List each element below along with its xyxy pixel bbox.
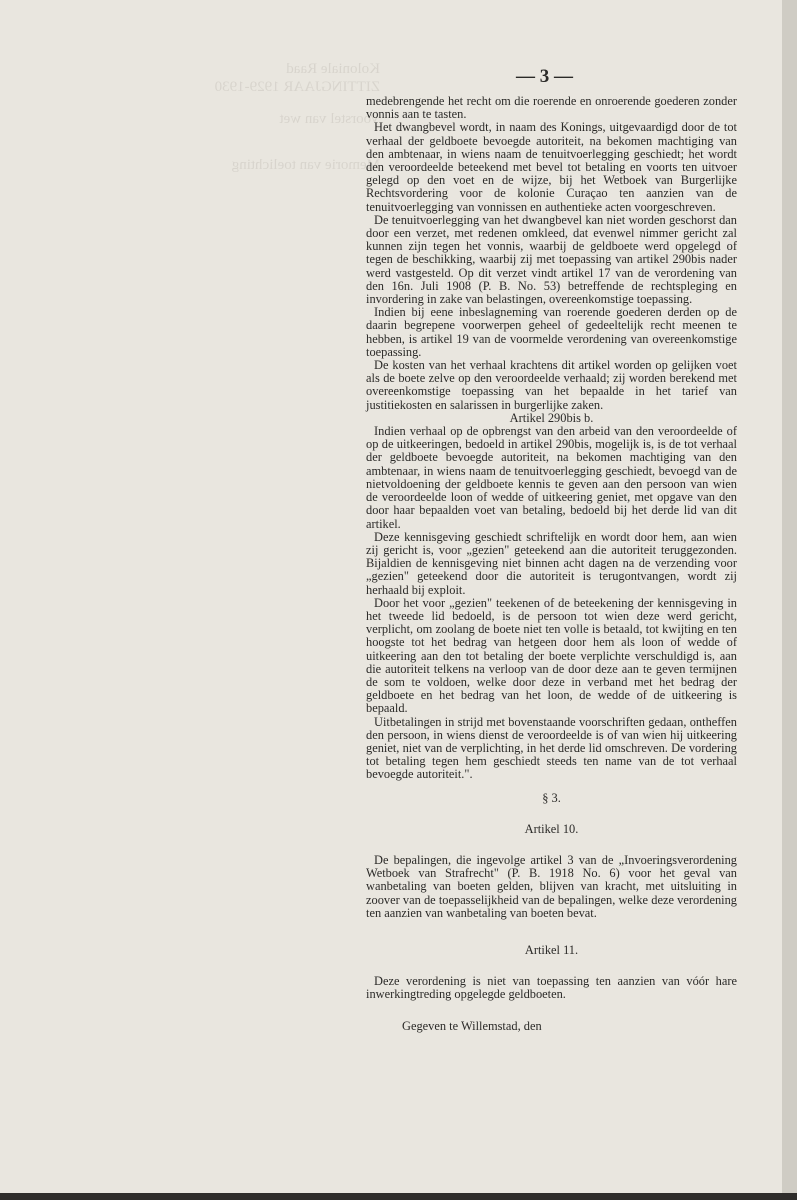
article-heading-11: Artikel 11. <box>524 942 579 957</box>
paragraph-kosten: De kosten van het verhaal krachtens dit artikel worden op gelijken voet als de boete zelve op den veroordeelde verhaald; zij worden berekend met overeenkomstige toepassing van het bepaalde in het tarief van justitiekosten en salarissen in burgerlijke zaken. <box>366 358 737 412</box>
paragraph-verzet: De tenuitvoerlegging van het dwangbevel kan niet worden geschorst dan door een verzet, met redenen omkleed, dat evenwel nimmer gericht zal kunnen zijn tegen het vonnis, waarbij de geldboete werd opgelegd of tegen de beschikking, waarbij zij met toepassing van artikel 290bis nader werd vastgesteld. Op dit verzet vindt artikel 17 van de verordening van den 16n. Juli 1908 (P. B. No. 53) betreffende de rechtspleging en invordering in zake van belastingen, overeenkomstige toepassing. <box>366 212 737 307</box>
right-margin-strip <box>782 0 797 1200</box>
bottom-edge <box>0 1193 797 1200</box>
paragraph-verhaal-opbrengst: Indien verhaal op de opbrengst van den arbeid van den veroordeelde of op de uitkeeringen, bedoeld in artikel 290bis, mogelijk is, is de tot verhaal der geldboete bevoegde autoriteit, na bekomen machtiging van den ambtenaar, in wiens naam de tenuitvoerlegging geschiedt, bevoegd van de nietvoldoening der geldboete kennis te geven aan den persoon van wien de veroordeelde loon of wedde of uitkeering geniet, met opgave van den door haar bepaalden voet van betaling, bedoeld bij het derde lid van dit artikel. <box>366 424 737 531</box>
paragraph-uitbetalingen: Uitbetalingen in strijd met bovenstaande voorschriften gedaan, ontheffen den persoon, in wiens dienst de veroordeelde is of van wien hij uitkeering geniet, niet van de verplichting, in het derde lid omschreven. De vordering tot betaling tegen hem geschiedt steeds ten name van de tot verhaal bevoegde autoriteit.". <box>366 714 737 782</box>
paragraph-article-11: Deze verordening is niet van toepassing ten aanzien van vóór hare inwerkingtreding opgelegde geldboeten. <box>366 974 737 1002</box>
paragraph-dwangbevel: Het dwangbevel wordt, in naam des Konings, uitgevaardigd door de tot verhaal der geldboete bevoegde autoriteit, na bekomen machtiging van den ambtenaar, in wiens naam de tenuitvoerlegging geschiedt; het wordt den veroordeelde beteekend met bevel tot betaling en voorts ten uitvoer gelegd op den voet en de wijze, bij het Wetboek van Burgerlijke Rechtsvordering voor de kolonie Curaçao ten aanzien van de tenuitvoerlegging van vonnissen en authentieke acten voorgeschreven. <box>366 120 737 214</box>
article-heading-10: Artikel 10. <box>524 821 579 836</box>
paragraph-kennisgeving: Deze kennisgeving geschiedt schriftelijk en wordt door hem, aan wien zij gericht is, voor „gezien" geteekend aan die autoriteit teruggezonden. Bijaldien de kennisgeving niet binnen acht dagen na de verzending voor „gezien" geteekend door die autoriteit is terugontvangen, wordt zij herhaald bij exploit. <box>366 529 737 597</box>
paragraph-inbeslagneming: Indien bij eene inbeslagneming van roerende goederen derden op de daarin begrepene voorwerpen geheel of gedeeltelijk recht meenen te hebben, is artikel 19 van de voormelde verordening van overeenkomstige toepassing. <box>366 305 737 359</box>
show-through-ghost-text: Koloniale Raad ZITTINGJAAR 1929-1930 Voorstel van wet Memorie van toelichting <box>214 61 380 173</box>
article-heading-290bis-b: Artikel 290bis b. <box>509 410 594 425</box>
body-text <box>366 95 737 1033</box>
section-heading-3: § 3. <box>542 790 561 805</box>
paragraph-article-10: De bepalingen, die ingevolge artikel 3 van de „Invoeringsverordening Wetboek van Strafrecht" (P. B. 1918 No. 6) voor het geval van wanbetaling van boeten gelden, blijven van kracht, met uitsluiting in zoover van de toepasselijkheid van de bepalingen, welke deze verordening ten aanzien van wanbetaling van boeten bevat. <box>366 852 737 920</box>
page-number: — 3 — <box>516 66 573 87</box>
paragraph-continuation: medebrengende het recht om die roerende en onroerende goederen zonder vonnis aan te tasten. <box>366 94 737 122</box>
paragraph-gezien: Door het voor „gezien" teekenen of de beteekening der kennisgeving in het tweede lid bedoeld, is de persoon tot wien deze werd gericht, verplicht, om zoolang de boete niet ten volle is betaald, tot kwijting en ten hoogste tot het bedrag van hetgeen door hem als loon of wedde of uitkeering aan den tot betaling der boete verplichte verschuldigd is, aan die autoriteit telkens na verloop van de door deze aan te geven termijnen de som te voldoen, welke door deze in verband met het bedrag der geldboete en het bedrag van het loon, de wedde of de uitkeering is bepaald. <box>366 595 737 716</box>
signoff-line: Gegeven te Willemstad, den <box>402 1018 542 1033</box>
